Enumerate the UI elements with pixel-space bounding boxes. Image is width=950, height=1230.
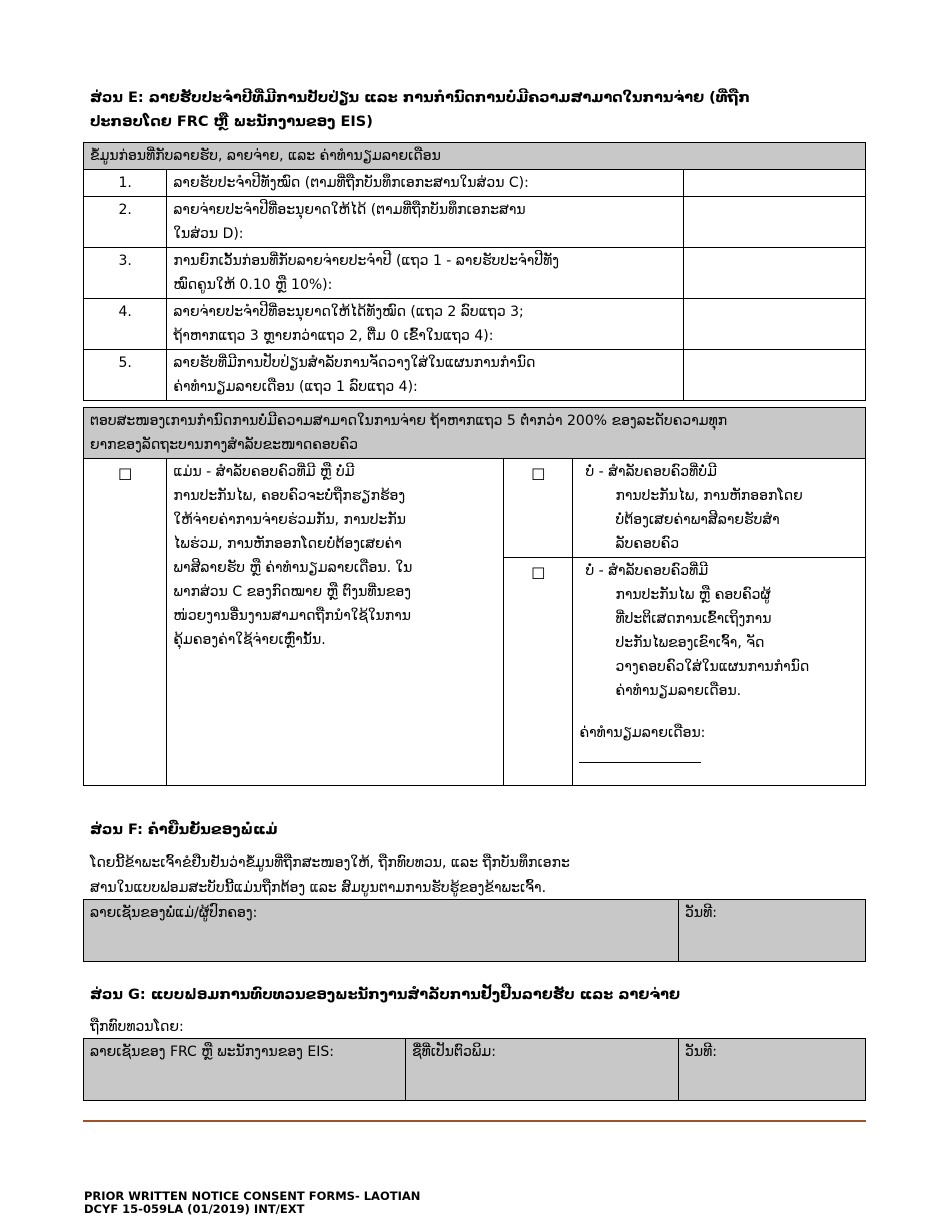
parent-signature-field[interactable]: [84, 900, 679, 962]
footer-form-title: PRIOR WRITTEN NOTICE CONSENT FORMS- LAOTIAN: [84, 1189, 421, 1203]
parent-signature-label: ລາຍເຊັນຂອງພໍ່ແມ່/ຜູ້ປົກຄອງ:: [90, 905, 258, 921]
row-number: 5.: [84, 350, 167, 401]
yes-option-text: ແມ່ນ - ສຳລັບຄອບຄົວທີ່ມີ ຫຼື ບໍ່ມີ ການປະກັນໄພ, ຄອບຄົວຈະບໍ່ຖືກຮຽກຮ້ອງ ໃຫ້ຈ່າຍຄ່າການຈ່າຍຮ່ວມກັນ, ການປະກັນ ໄພຮ່ວມ, ການຫັກອອກໂດຍບໍ່ຕ້ອງເສຍຄ່າ ພາສີລາຍຮັບ ຫຼື ຄ່າທຳນຽມລາຍເດືອນ. ໃນ ພາກສ່ວນ C ຂອງກົດໝາຍ ຫຼື ຕົງນທີ່ນຂອງ ໜ່ວຍງານອື່ນງານສາມາດຖືກນຳໃຊ້ໃນການ ຄຸ້ມຄອງຄ່າໃຊ້ຈ່າຍເຫຼົ່ານັ້ນ.: [167, 459, 504, 786]
parent-signature-table: [83, 899, 866, 962]
row-label: ລາຍຮັບທີ່ມີການປັບປ່ຽນສຳລັບການຈັດວາງໃສ່ໃນແຜນການກຳນົດ ຄ່າທຳນຽມລາຍເດືອນ (ແຖວ 1 ລົບແຖວ 4):: [167, 350, 684, 401]
footer-rule: [83, 1120, 866, 1122]
no-uninsured-option-text: ບໍ່ - ສຳລັບຄອບຄົວທີ່ບໍ່ມີ ການປະກັນໄພ, ການຫັກອອກໂດຍ ບໍ່ຕ້ອງເສຍຄ່າພາສີລາຍຮັບສຳ ລັບຄອບຄົວ: [573, 459, 866, 558]
staff-date-field[interactable]: [679, 1039, 866, 1101]
section-f-paragraph: ໂດຍນີ້ຂ້າພະເຈົ້າຂໍຢືນຢັນວ່າຂໍ້ມູນທີ່ຖືກສະໜອງໃຫ້, ຖືກທົບທວນ, ແລະ ຖືກບັນທຶກເອກະ ສານໃນແບບຟອມສະບັບນີ້ແມ່ນຖືກຕ້ອງ ແລະ ສົມບູນຕາມການຮັບຮູ້ຂອງຂ້າພະເຈົ້າ.: [90, 855, 570, 896]
monthly-fee-input-line[interactable]: [579, 748, 701, 763]
row-value-field[interactable]: [684, 248, 866, 299]
table-row: [84, 197, 866, 248]
row-value-field[interactable]: [684, 350, 866, 401]
row-value-field[interactable]: [684, 299, 866, 350]
footer-form-number: DCYF 15-059LA (01/2019) INT/EXT: [84, 1202, 305, 1216]
section-e-title: [90, 86, 880, 134]
section-e-title-line1: ສ່ວນ E: ລາຍຮັບປະຈຳປີທີ່ມີການປັບປ່ຽນ ແລະ ການກຳນົດການບໍ່ມີຄວາມສາມາດໃນການຈ່າຍ (ທີ່ຖືກ: [90, 90, 750, 106]
row-label: ລາຍຮັບປະຈຳປີທັງໝົດ (ຕາມທີ່ຖືກບັນທຶກເອກະສານໃນສ່ວນ C):: [167, 170, 684, 197]
no-uninsured-checkbox-cell: [504, 459, 573, 558]
row-number: 3.: [84, 248, 167, 299]
yes-checkbox[interactable]: ☐: [118, 465, 133, 484]
staff-date-label: ວັນທີ:: [685, 1044, 717, 1060]
parent-date-label: ວັນທີ:: [685, 905, 717, 921]
row-value-field[interactable]: [684, 170, 866, 197]
table-row: [84, 248, 866, 299]
table-row: [84, 350, 866, 401]
row-number: 2.: [84, 197, 167, 248]
parent-date-field[interactable]: [679, 900, 866, 962]
row-value-field[interactable]: [684, 197, 866, 248]
table-row: [84, 170, 866, 197]
section-f-title: ສ່ວນ F: ຄຳຍືນຍັນຂອງພໍ່ແມ່: [90, 822, 278, 838]
staff-review-table: [83, 1038, 866, 1101]
inability-header: ຕອບສະໜອງເການກຳນົດການບໍ່ມີຄວາມສາມາດໃນການຈ່າຍ ຖ້າຫາກແຖວ 5 ຕ່ຳກວ່າ 200% ຂອງລະດັບຄວາມທຸກ ຍາກຂອງລັດຖະບານກາງສຳລັບຂະໜາດຄອບຄົວ: [84, 408, 866, 459]
income-table: [83, 142, 866, 401]
no-uninsured-checkbox[interactable]: ☐: [531, 465, 546, 484]
row-number: 4.: [84, 299, 167, 350]
row-label: ລາຍຈ່າຍປະຈຳປີທີ່ອະນຸຍາດໃຫ້ໄດ້ (ຕາມທີ່ຖືກບັນທຶກເອກະສານ ໃນສ່ວນ D):: [167, 197, 684, 248]
inability-table: [83, 407, 866, 786]
reviewed-by-label: ຖືກທົບທວນໂດຍ:: [90, 1019, 184, 1035]
row-label: ການຍົກເວັ້ນກ່ອນທີ່ກັບລາຍຈ່າຍປະຈຳປີ (ແຖວ 1 - ລາຍຮັບປະຈຳປີທັງ ໝົດຄູນໃຫ້ 0.10 ຫຼື 10%):: [167, 248, 684, 299]
income-table-header: ຂໍ້ມູນກ່ອນທີ່ກັບລາຍຮັບ, ລາຍຈ່າຍ, ແລະ ຄ່າທຳນຽມລາຍເດືອນ: [84, 143, 866, 170]
staff-signature-label: ລາຍເຊັນຂອງ FRC ຫຼື ພະນັກງານຂອງ EIS:: [90, 1044, 334, 1060]
no-insured-checkbox-cell: [504, 558, 573, 786]
monthly-fee-label: ຄ່າທຳນຽມລາຍເດືອນ:: [579, 725, 706, 741]
staff-signature-field[interactable]: [84, 1039, 406, 1101]
section-g-title: ສ່ວນ G: ແບບຟອມການທົບທວນຂອງພະນັກງານສຳລັບການຢັ້ງຢືນລາຍຮັບ ແລະ ລາຍຈ່າຍ: [90, 987, 680, 1003]
yes-checkbox-cell: [84, 459, 167, 786]
no-insured-checkbox[interactable]: ☐: [531, 564, 546, 583]
table-row: [84, 299, 866, 350]
section-e-title-line2: ປະກອບໂດຍ FRC ຫຼື ພະນັກງານຂອງ EIS): [90, 114, 373, 130]
no-insured-option-text: ບໍ່ - ສຳລັບຄອບຄົວທີ່ມີ ການປະກັນໄພ ຫຼື ຄອບຄົວຜູ້ ທີ່ປະຕິເສດການເຂົ້າເຖິງການ ປະກັນໄພຂອງເຂົາເຈົ້າ, ຈັດ ວາງຄອບຄົວໃສ່ໃນແຜນການກຳນົດ ຄ່າທຳນຽມລາຍເດືອນ. ຄ່າທຳນຽມລາຍເດືອນ:: [573, 558, 866, 786]
print-name-label: ຊື່ທີ່ເປັນຕົວພິມ:: [412, 1044, 496, 1060]
row-label: ລາຍຈ່າຍປະຈຳປີທີ່ອະນຸຍາດໃຫ້ໄດ້ທັງໝົດ (ແຖວ 2 ລົບແຖວ 3; ຖ້າຫາກແຖວ 3 ຫຼາຍກວ່າແຖວ 2, ຕື່ມ 0 ເຂົ້າໃນແຖວ 4):: [167, 299, 684, 350]
print-name-field[interactable]: [406, 1039, 679, 1101]
row-number: 1.: [84, 170, 167, 197]
footer: [84, 1190, 420, 1216]
